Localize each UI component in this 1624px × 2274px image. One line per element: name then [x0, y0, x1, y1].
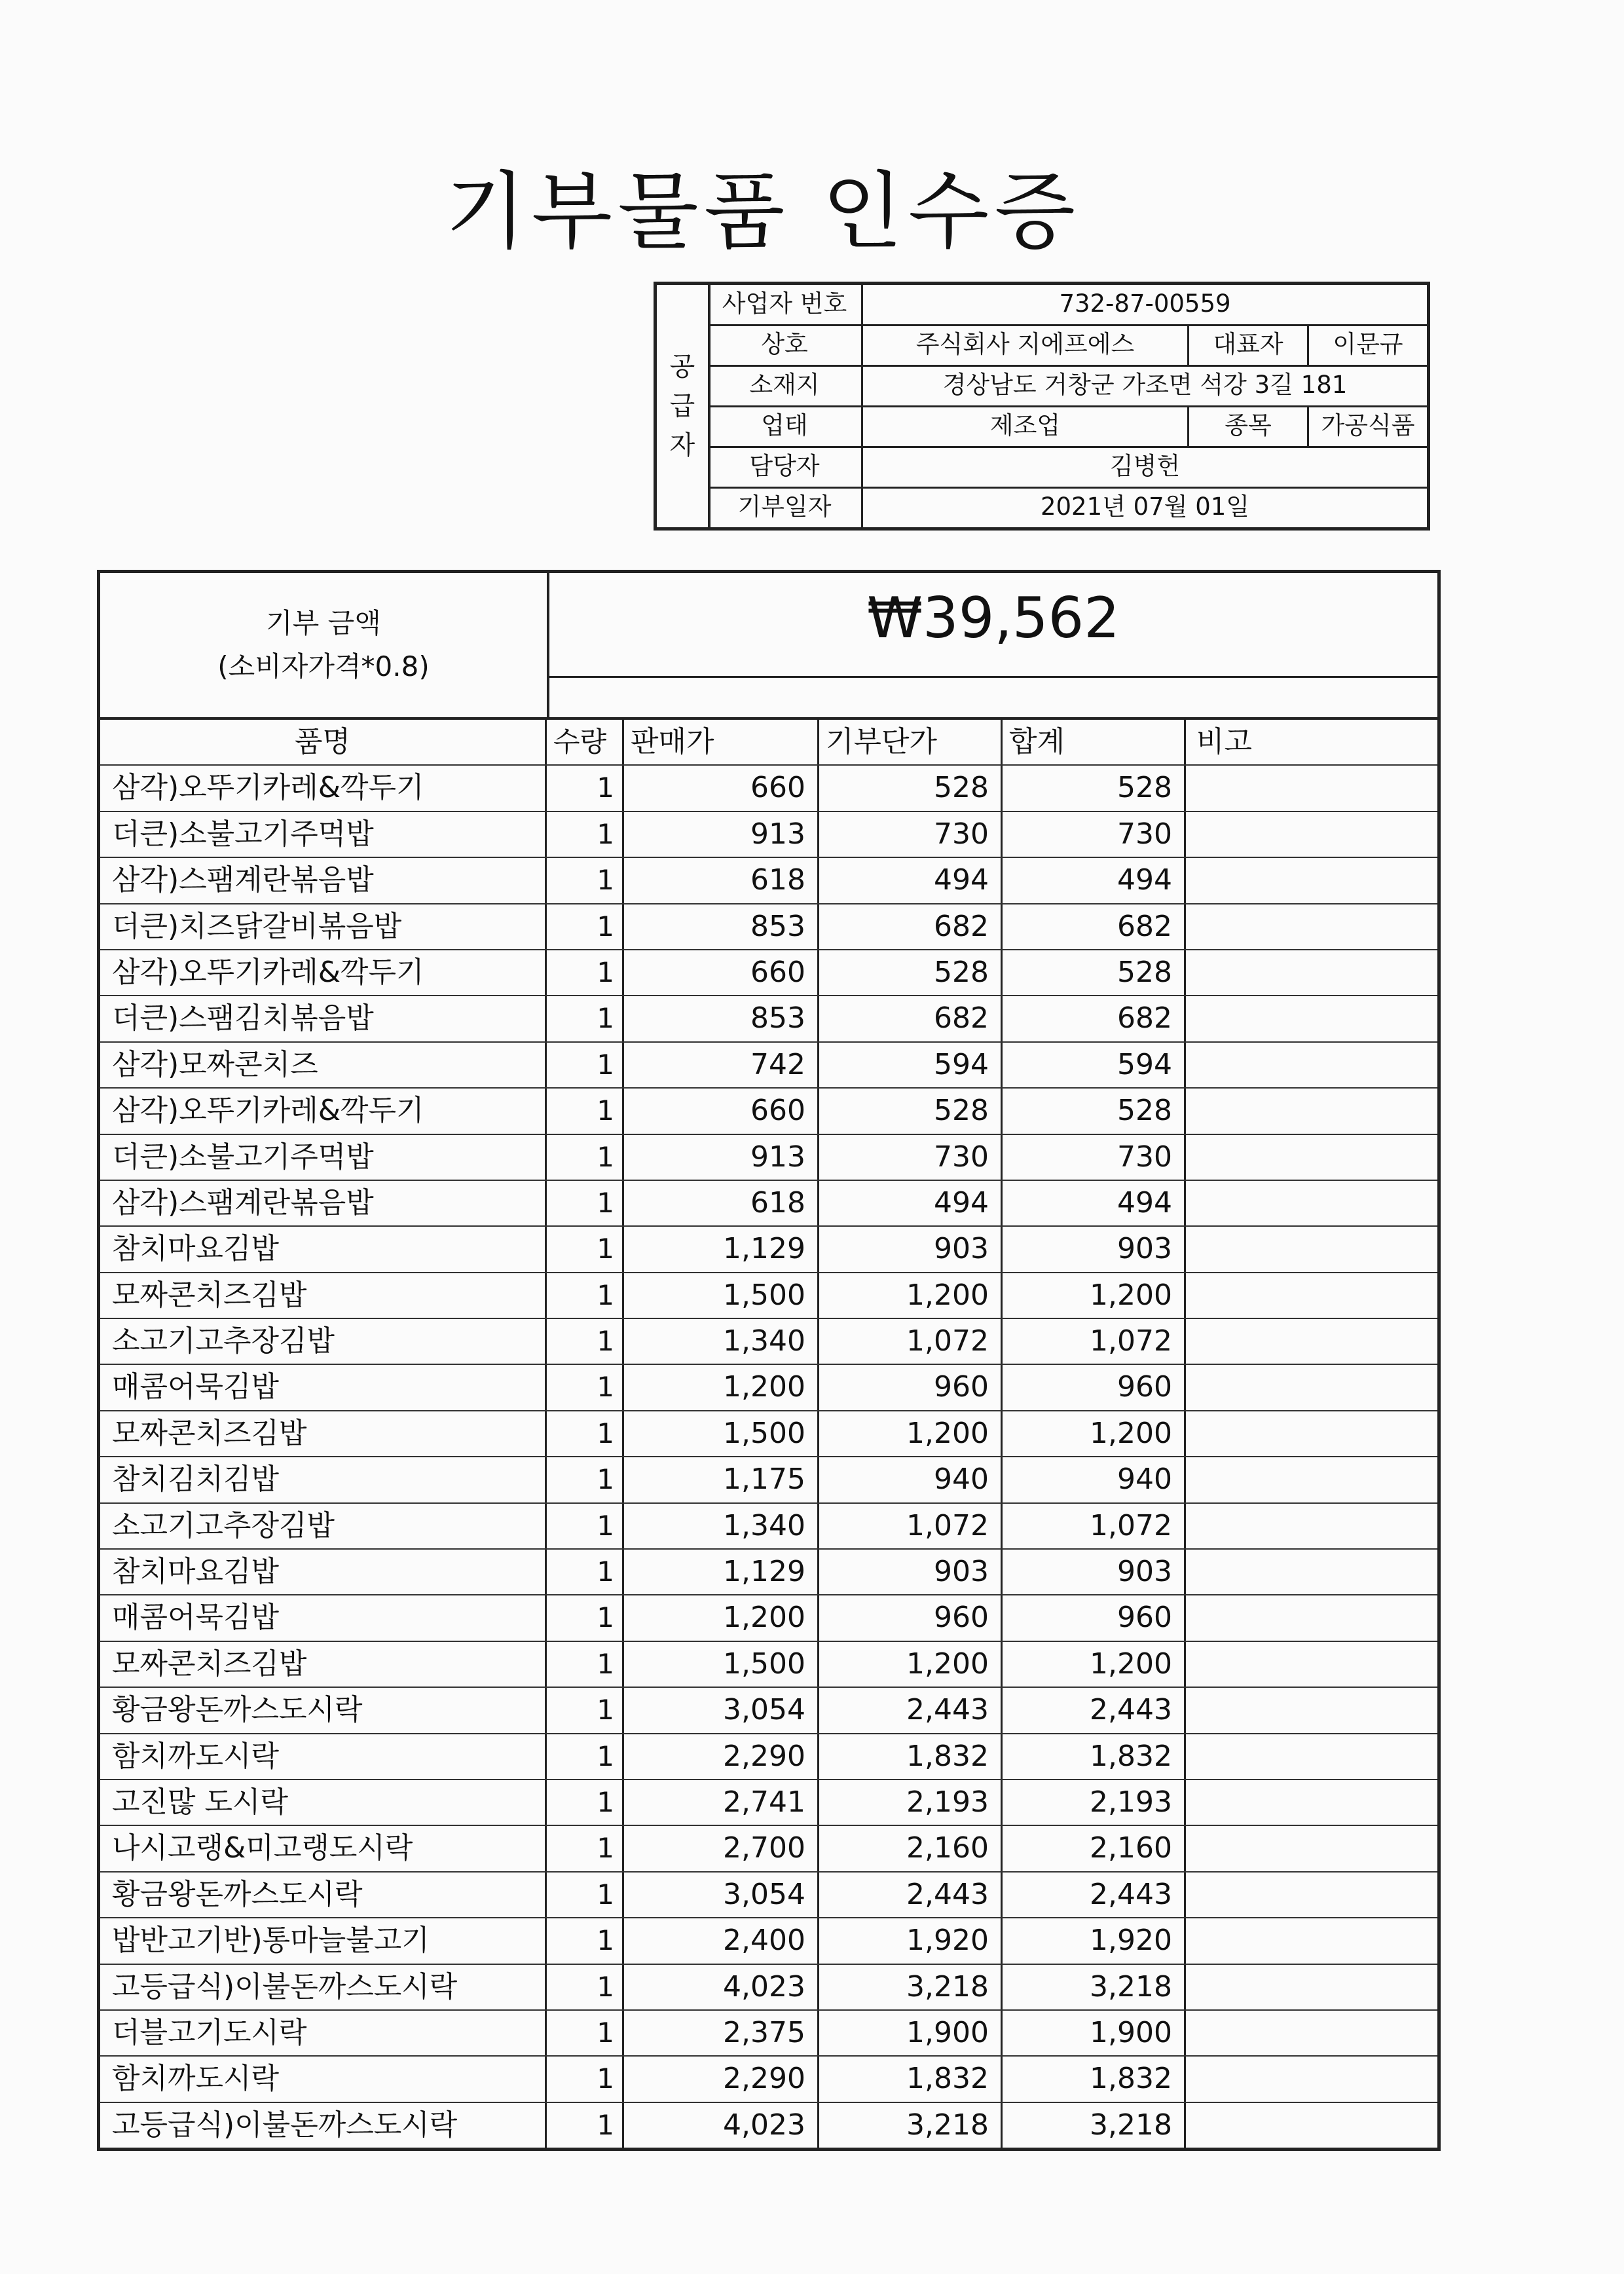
note-cell: [1186, 1780, 1437, 1825]
item-name-cell: 더큰)소불고기주먹밥: [100, 812, 547, 857]
item-name-cell: 함치까도시락: [100, 2057, 547, 2101]
sale-price-cell: 1,500: [624, 1642, 819, 1687]
note-cell: [1186, 1642, 1437, 1687]
note-cell: [1186, 1135, 1437, 1180]
total-cell: 903: [1003, 1227, 1186, 1271]
item-name-cell: 참치마요김밥: [100, 1227, 547, 1271]
total-cell: 1,200: [1003, 1411, 1186, 1456]
donation-unit-price-cell: 1,200: [819, 1411, 1003, 1456]
quantity-cell: 1: [547, 1089, 624, 1133]
donation-unit-price-cell: 594: [819, 1043, 1003, 1087]
table-row: [100, 996, 1437, 1042]
note-cell: [1186, 1550, 1437, 1594]
note-cell: [1186, 950, 1437, 995]
manager-row: [708, 447, 1427, 489]
item-name-cell: 모짜콘치즈김밥: [100, 1411, 547, 1456]
note-cell: [1186, 904, 1437, 949]
supplier-info-box: [654, 282, 1430, 531]
donation-unit-price-cell: 3,218: [819, 2103, 1003, 2148]
item-name-cell: 참치마요김밥: [100, 1550, 547, 1594]
table-row: [100, 1135, 1437, 1181]
note-cell: [1186, 766, 1437, 810]
item-name-cell: 참치김치김밥: [100, 1457, 547, 1502]
sale-price-cell: 4,023: [624, 2103, 819, 2148]
header-item-name: 품명: [100, 720, 547, 764]
total-cell: 1,900: [1003, 2011, 1186, 2055]
note-cell: [1186, 2011, 1437, 2055]
quantity-cell: 1: [547, 950, 624, 995]
donation-unit-price-cell: 494: [819, 1181, 1003, 1225]
donation-unit-price-cell: 3,218: [819, 1965, 1003, 2009]
sale-price-cell: 913: [624, 1135, 819, 1180]
quantity-cell: 1: [547, 1181, 624, 1225]
total-cell: 2,443: [1003, 1873, 1186, 1917]
table-row: [100, 1734, 1437, 1780]
total-cell: 1,920: [1003, 1918, 1186, 1963]
total-cell: 730: [1003, 1135, 1186, 1180]
quantity-cell: 1: [547, 1365, 624, 1409]
address-row: [708, 366, 1427, 407]
manager-label: 담당자: [708, 447, 863, 487]
sale-price-cell: 660: [624, 1089, 819, 1133]
donation-unit-price-cell: 1,200: [819, 1273, 1003, 1318]
donation-unit-price-cell: 1,920: [819, 1918, 1003, 1963]
manager-value: 김병헌: [1109, 452, 1181, 480]
donation-unit-price-cell: 528: [819, 766, 1003, 810]
donation-unit-price-cell: 903: [819, 1227, 1003, 1271]
donation-unit-price-cell: 2,193: [819, 1780, 1003, 1825]
sale-price-cell: 2,741: [624, 1780, 819, 1825]
note-cell: [1186, 2103, 1437, 2148]
table-row: [100, 2011, 1437, 2057]
sale-price-cell: 2,400: [624, 1918, 819, 1963]
total-cell: 528: [1003, 766, 1186, 810]
table-row: [100, 1457, 1437, 1503]
note-cell: [1186, 1965, 1437, 2009]
table-row: [100, 858, 1437, 904]
table-row: [100, 1826, 1437, 1872]
total-cell: 730: [1003, 812, 1186, 857]
donation-unit-price-cell: 2,443: [819, 1688, 1003, 1732]
header-sale-price: 판매가: [624, 720, 819, 764]
quantity-cell: 1: [547, 1688, 624, 1732]
sale-price-cell: 2,700: [624, 1826, 819, 1871]
donation-unit-price-cell: 528: [819, 1089, 1003, 1133]
ceo-label: 대표자: [1187, 326, 1309, 365]
item-name-cell: 소고기고추장김밥: [100, 1504, 547, 1548]
item-name-cell: 매콤어묵김밥: [100, 1595, 547, 1640]
item-name-cell: 더큰)소불고기주먹밥: [100, 1135, 547, 1180]
donation-unit-price-cell: 1,200: [819, 1642, 1003, 1687]
item-name-cell: 나시고랭&미고랭도시락: [100, 1826, 547, 1871]
quantity-cell: 1: [547, 1826, 624, 1871]
quantity-cell: 1: [547, 1043, 624, 1087]
item-name-cell: 더블고기도시락: [100, 2011, 547, 2055]
total-cell: 1,072: [1003, 1319, 1186, 1364]
note-cell: [1186, 1227, 1437, 1271]
table-row: [100, 1181, 1437, 1227]
item-name-cell: 삼각)스팸계란볶음밥: [100, 858, 547, 903]
note-cell: [1186, 1181, 1437, 1225]
table-row: [100, 1595, 1437, 1641]
sale-price-cell: 913: [624, 812, 819, 857]
total-cell: 682: [1003, 904, 1186, 949]
donation-amount-value: ₩39,562: [867, 585, 1120, 651]
table-row: [100, 904, 1437, 950]
note-cell: [1186, 1734, 1437, 1779]
donation-amount-spacer: [549, 676, 1437, 717]
donation-amount-row: [100, 573, 1437, 720]
note-cell: [1186, 1365, 1437, 1409]
table-row: [100, 1642, 1437, 1688]
note-cell: [1186, 1504, 1437, 1548]
total-cell: 2,160: [1003, 1826, 1186, 1871]
sale-price-cell: 1,200: [624, 1595, 819, 1640]
quantity-cell: 1: [547, 2011, 624, 2055]
total-cell: 1,832: [1003, 2057, 1186, 2101]
sale-price-cell: 1,340: [624, 1319, 819, 1364]
business-type-value: 제조업: [989, 411, 1061, 439]
business-type-label: 업태: [708, 407, 863, 446]
table-row: [100, 1688, 1437, 1734]
item-name-cell: 삼각)모짜콘치즈: [100, 1043, 547, 1087]
supplier-side-label: 공 급 자: [657, 285, 710, 527]
quantity-cell: 1: [547, 1504, 624, 1548]
donation-unit-price-cell: 682: [819, 996, 1003, 1041]
table-row: [100, 812, 1437, 858]
total-cell: 528: [1003, 1089, 1186, 1133]
quantity-cell: 1: [547, 1595, 624, 1640]
donation-unit-price-cell: 1,900: [819, 2011, 1003, 2055]
table-row: [100, 1089, 1437, 1134]
company-label: 상호: [708, 326, 863, 365]
item-name-cell: 더큰)치즈닭갈비볶음밥: [100, 904, 547, 949]
table-row: [100, 1411, 1437, 1457]
quantity-cell: 1: [547, 1411, 624, 1456]
item-name-cell: 밥반고기반)통마늘불고기: [100, 1918, 547, 1963]
donation-unit-price-cell: 528: [819, 950, 1003, 995]
item-name-cell: 매콤어묵김밥: [100, 1365, 547, 1409]
sale-price-cell: 618: [624, 858, 819, 903]
quantity-cell: 1: [547, 812, 624, 857]
item-name-cell: 황금왕돈까스도시락: [100, 1688, 547, 1732]
item-type-value: 가공식품: [1321, 411, 1415, 439]
sale-price-cell: 742: [624, 1043, 819, 1087]
donation-unit-price-cell: 960: [819, 1365, 1003, 1409]
quantity-cell: 1: [547, 2103, 624, 2148]
total-cell: 2,443: [1003, 1688, 1186, 1732]
item-type-label: 종목: [1187, 407, 1309, 446]
note-cell: [1186, 1595, 1437, 1640]
item-name-cell: 소고기고추장김밥: [100, 1319, 547, 1364]
table-row: [100, 1918, 1437, 1964]
sale-price-cell: 1,129: [624, 1550, 819, 1594]
sale-price-cell: 853: [624, 904, 819, 949]
table-row: [100, 950, 1437, 996]
total-cell: 960: [1003, 1365, 1186, 1409]
quantity-cell: 1: [547, 1550, 624, 1594]
donation-unit-price-cell: 1,072: [819, 1319, 1003, 1364]
total-cell: 594: [1003, 1043, 1186, 1087]
item-name-cell: 황금왕돈까스도시락: [100, 1873, 547, 1917]
sale-price-cell: 660: [624, 766, 819, 810]
donation-unit-price-cell: 1,832: [819, 1734, 1003, 1779]
table-row: [100, 1780, 1437, 1826]
note-cell: [1186, 996, 1437, 1041]
donation-unit-price-cell: 1,832: [819, 2057, 1003, 2101]
quantity-cell: 1: [547, 2057, 624, 2101]
table-row: [100, 1504, 1437, 1550]
quantity-cell: 1: [547, 1780, 624, 1825]
total-cell: 3,218: [1003, 1965, 1186, 2009]
sale-price-cell: 3,054: [624, 1688, 819, 1732]
total-cell: 903: [1003, 1550, 1186, 1594]
sale-price-cell: 1,175: [624, 1457, 819, 1502]
note-cell: [1186, 1918, 1437, 1963]
sale-price-cell: 1,340: [624, 1504, 819, 1548]
quantity-cell: 1: [547, 1227, 624, 1271]
company-row: [708, 326, 1427, 367]
note-cell: [1186, 1457, 1437, 1502]
table-row: [100, 1227, 1437, 1273]
document-title: 기부물품 인수증: [445, 163, 1081, 261]
total-cell: 1,832: [1003, 1734, 1186, 1779]
header-quantity: 수량: [547, 720, 624, 764]
total-cell: 3,218: [1003, 2103, 1186, 2148]
sale-price-cell: 853: [624, 996, 819, 1041]
donation-unit-price-cell: 682: [819, 904, 1003, 949]
note-cell: [1186, 1826, 1437, 1871]
item-name-cell: 더큰)스팸김치볶음밥: [100, 996, 547, 1041]
table-row: [100, 1273, 1437, 1319]
item-name-cell: 삼각)오뚜기카레&깍두기: [100, 950, 547, 995]
quantity-cell: 1: [547, 1273, 624, 1318]
donation-unit-price-cell: 903: [819, 1550, 1003, 1594]
item-name-cell: 고등급식)이불돈까스도시락: [100, 2103, 547, 2148]
table-header-row: [100, 720, 1437, 766]
quantity-cell: 1: [547, 1965, 624, 2009]
donation-unit-price-cell: 494: [819, 858, 1003, 903]
donation-unit-price-cell: 730: [819, 1135, 1003, 1180]
quantity-cell: 1: [547, 1873, 624, 1917]
address-value: 경상남도 거창군 가조면 석강 3길 181: [942, 371, 1348, 399]
item-name-cell: 삼각)오뚜기카레&깍두기: [100, 766, 547, 810]
total-cell: 682: [1003, 996, 1186, 1041]
note-cell: [1186, 812, 1437, 857]
sale-price-cell: 3,054: [624, 1873, 819, 1917]
donation-unit-price-cell: 940: [819, 1457, 1003, 1502]
donation-unit-price-cell: 960: [819, 1595, 1003, 1640]
business-no-label: 사업자 번호: [708, 285, 863, 324]
total-cell: 2,193: [1003, 1780, 1186, 1825]
sale-price-cell: 2,375: [624, 2011, 819, 2055]
quantity-cell: 1: [547, 1319, 624, 1364]
header-total: 합계: [1003, 720, 1186, 764]
table-row: [100, 1365, 1437, 1411]
total-cell: 1,072: [1003, 1504, 1186, 1548]
business-no-value: 732-87-00559: [1059, 289, 1231, 318]
quantity-cell: 1: [547, 904, 624, 949]
note-cell: [1186, 2057, 1437, 2101]
quantity-cell: 1: [547, 1642, 624, 1687]
total-cell: 940: [1003, 1457, 1186, 1502]
quantity-cell: 1: [547, 1135, 624, 1180]
note-cell: [1186, 1043, 1437, 1087]
total-cell: 494: [1003, 858, 1186, 903]
note-cell: [1186, 1688, 1437, 1732]
sale-price-cell: 660: [624, 950, 819, 995]
sale-price-cell: 2,290: [624, 1734, 819, 1779]
quantity-cell: 1: [547, 1734, 624, 1779]
item-name-cell: 고등급식)이불돈까스도시락: [100, 1965, 547, 2009]
table-row: [100, 1043, 1437, 1089]
table-row: [100, 2103, 1437, 2148]
donation-unit-price-cell: 2,160: [819, 1826, 1003, 1871]
ceo-value: 이문규: [1333, 330, 1403, 358]
note-cell: [1186, 858, 1437, 903]
note-cell: [1186, 1319, 1437, 1364]
table-body: [100, 766, 1437, 2148]
sale-price-cell: 1,500: [624, 1273, 819, 1318]
date-row: [708, 488, 1427, 527]
item-name-cell: 모짜콘치즈김밥: [100, 1273, 547, 1318]
total-cell: 960: [1003, 1595, 1186, 1640]
quantity-cell: 1: [547, 996, 624, 1041]
sale-price-cell: 1,500: [624, 1411, 819, 1456]
item-name-cell: 함치까도시락: [100, 1734, 547, 1779]
sale-price-cell: 2,290: [624, 2057, 819, 2101]
quantity-cell: 1: [547, 766, 624, 810]
donation-table: [97, 570, 1441, 2151]
quantity-cell: 1: [547, 858, 624, 903]
header-note: 비고: [1196, 725, 1253, 758]
sale-price-cell: 4,023: [624, 1965, 819, 2009]
address-label: 소재지: [708, 366, 863, 405]
header-donation-unit-price: 기부단가: [819, 720, 1003, 764]
quantity-cell: 1: [547, 1918, 624, 1963]
note-cell: [1186, 1411, 1437, 1456]
item-name-cell: 모짜콘치즈김밥: [100, 1642, 547, 1687]
company-value: 주식회사 지에프에스: [915, 330, 1135, 358]
table-row: [100, 1873, 1437, 1918]
item-name-cell: 삼각)스팸계란볶음밥: [100, 1181, 547, 1225]
total-cell: 1,200: [1003, 1642, 1186, 1687]
sale-price-cell: 1,200: [624, 1365, 819, 1409]
total-cell: 1,200: [1003, 1273, 1186, 1318]
item-name-cell: 삼각)오뚜기카레&깍두기: [100, 1089, 547, 1133]
sale-price-cell: 1,129: [624, 1227, 819, 1271]
total-cell: 528: [1003, 950, 1186, 995]
total-cell: 494: [1003, 1181, 1186, 1225]
table-row: [100, 1550, 1437, 1595]
note-cell: [1186, 1089, 1437, 1133]
business-type-row: [708, 407, 1427, 448]
sale-price-cell: 618: [624, 1181, 819, 1225]
note-cell: [1186, 1273, 1437, 1318]
table-row: [100, 2057, 1437, 2102]
date-label: 기부일자: [708, 488, 863, 527]
table-row: [100, 1319, 1437, 1365]
item-name-cell: 고진많 도시락: [100, 1780, 547, 1825]
donation-unit-price-cell: 730: [819, 812, 1003, 857]
quantity-cell: 1: [547, 1457, 624, 1502]
donation-unit-price-cell: 2,443: [819, 1873, 1003, 1917]
donation-amount-label: 기부 금액 (소비자가격*0.8): [100, 573, 549, 717]
table-row: [100, 766, 1437, 811]
table-row: [100, 1965, 1437, 2011]
business-no-row: [708, 285, 1427, 326]
date-value: 2021년 07월 01일: [1040, 493, 1250, 521]
donation-unit-price-cell: 1,072: [819, 1504, 1003, 1548]
donation-amount-cell: [549, 573, 1437, 717]
note-cell: [1186, 1873, 1437, 1917]
